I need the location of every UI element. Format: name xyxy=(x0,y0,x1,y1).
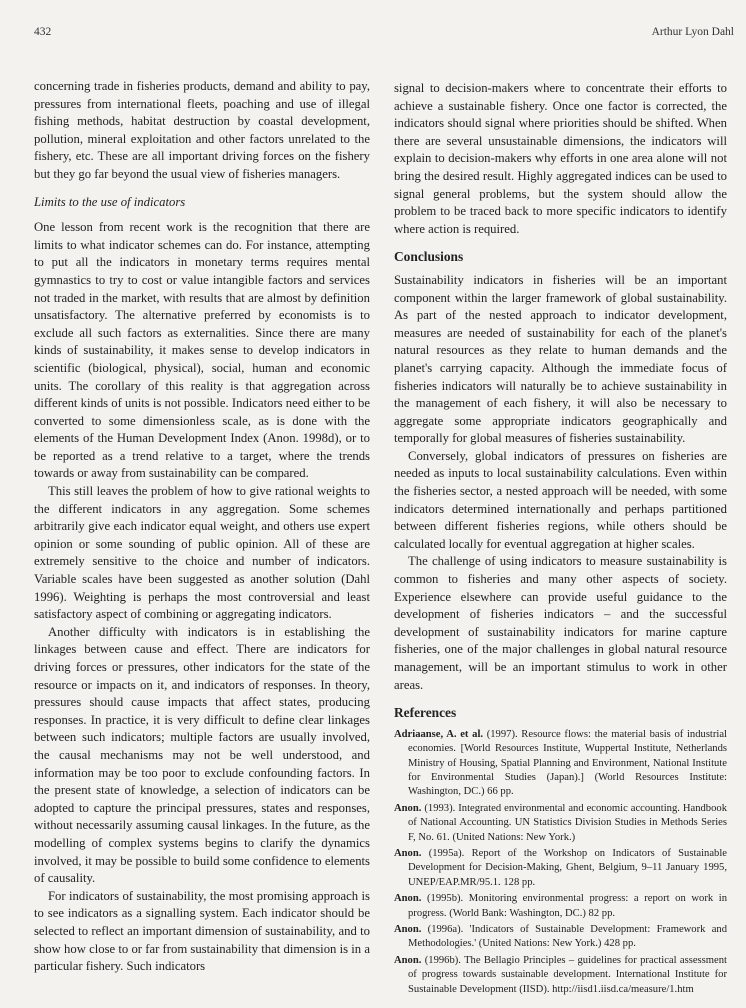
running-header-author: Arthur Lyon Dahl xyxy=(651,26,734,38)
reference-text: (1996b). The Bellagio Principles – guidelines for practical assessment of progress towards sustainable development. International Institute for Sustainable Development (IISD). http://iisd1.iisd.ca/measure/1.htm xyxy=(408,954,727,995)
page-number: 432 xyxy=(34,26,52,38)
reference-item xyxy=(394,802,727,845)
reference-item xyxy=(394,728,727,800)
reference-text: (1996a). 'Indicators of Sustainable Development: Framework and Methodologies.' (United Nations: New York.) 428 pp. xyxy=(408,924,727,950)
reference-author: Anon. xyxy=(394,954,422,966)
paragraph: concerning trade in fisheries products, demand and ability to pay, pressures from international fleets, poaching and use of illegal fishing methods, habitat destruction by coastal development, pollution, mineral exploitation and other factors unrelated to the fishery, etc. These are all important driving forces on the fishery but they go far beyond the usual view of fisheries managers. xyxy=(34,79,370,181)
reference-list xyxy=(394,728,727,997)
paragraph: Conversely, global indicators of pressures on fisheries are needed as inputs to local sustainability calculations. Even within the fisheries sector, a nested approach will be needed, with some indicators determined internationally and perhaps partitioned between different fisheries regions, while others should be calculated locally for eventual aggregation at higher scales. xyxy=(394,448,727,551)
paragraph: The challenge of using indicators to measure sustainability is common to fisheries and many other aspects of society. Experience elsewhere can provide useful guidance to the development of fisheries indicators – and the successful development of sustainability indicators for marine capture fisheries, one of the major challenges in global natural resource management, will be an important stimulus to work in other areas. xyxy=(394,554,727,692)
reference-text: (1995b). Monitoring environmental progress: a report on work in progress. (World Bank: Washington, DC.) 82 pp. xyxy=(408,893,727,919)
reference-author: Anon. xyxy=(394,802,422,814)
paragraph: signal to decision-makers where to concentrate their efforts to achieve a sustainable fishery. Once one factor is corrected, the indicators should signal where priorities should be shifted. When there are several unsustainable dimensions, the indicators will explain to decision-makers why efforts in one area alone will not bring the desired result. Highly aggregated indices can be used to signal general problems, but the system should allow the problem to be traced back to more specific indicators to identify where action is required. xyxy=(394,81,727,236)
section-subheading: Limits to the use of indicators xyxy=(34,194,186,209)
references-heading: References xyxy=(394,705,457,721)
reference-text: (1993). Integrated environmental and economic accounting. Handbook of National Accounting. UN Statistics Division Studies in Methods Series F, No. 61. (United Nations: New York.) xyxy=(408,802,727,843)
reference-item xyxy=(394,892,727,921)
paragraph: For indicators of sustainability, the most promising approach is to see indicators as a signalling system. Each indicator should be selected to reflect an important dimension of sustainability, and to show how close to or far from sustainability that dimension is in a particular fishery. Such indicators xyxy=(34,888,370,974)
reference-text: (1997). Resource flows: the material basis of industrial economies. [World Resources Institute, Wuppertal Institute, Netherlands Ministry of Housing, Spatial Planning and Environment, National Institute for Environmental Studies (Japan).] (World Resources Institute: Washington, DC.) 66 pp. xyxy=(408,728,727,798)
reference-item xyxy=(394,923,727,952)
reference-item xyxy=(394,954,727,997)
right-column xyxy=(394,80,727,999)
paragraph: Sustainability indicators in fisheries will be an important component within the larger framework of global sustainability. As part of the nested approach to indicator development, measures are needed of sustainability for each of the planet's natural resources as they relate to human demands and the planet's carrying capacity. Although the immediate focus of fisheries indicators will naturally be to achieve sustainability in the management of each fishery, it will also be necessary to aggregate some appropriate indicators geographically and temporally for global measures of fisheries sustainability. xyxy=(394,272,727,446)
paragraph: This still leaves the problem of how to give rational weights to the different indicators in any aggregation. Some schemes arbitrarily give each indicator equal weight, and others use expert opinion or some sounding of public opinion. All of these are extremely sensitive to the choice and number of indicators. Variable scales have been suggested as another solution (Dahl 1996). Weighting is perhaps the most controversial and least satisfactory aspect of combining or aggregating indicators. xyxy=(34,484,370,622)
conclusions-heading: Conclusions xyxy=(394,249,464,265)
paragraph: One lesson from recent work is the recognition that there are limits to what indicator schemes can do. For instance, attempting to put all the indicators in monetary terms requires mental gymnastics to try to cost or value intangible factors and services not traded in the market, with results that are almost by definition unsatisfactory. The alternative preferred by economists is to exclude all such factors as externalities. Since there are many kinds of sustainability, it makes sense to develop indicators in scientific (biological, physical), social, human and economic units. The corollary of this reality is that aggregation across different kinds of units is not possible. Indicators need either to be converted to some dimensionless scale, as is done with the elements of the Human Development Index (Anon. 1998d), or to be reported as a trend relative to a target, where the trends towards or away from sustainability can be compared. xyxy=(34,220,370,481)
left-column xyxy=(34,78,370,976)
reference-author: Anon. xyxy=(394,893,422,905)
reference-author: Anon. xyxy=(394,848,422,860)
reference-item xyxy=(394,847,727,890)
reference-author: Adriaanse, A. et al. xyxy=(394,728,484,740)
reference-text: (1995a). Report of the Workshop on Indicators of Sustainable Development for Decision-Making, Ghent, Belgium, 9–11 January 1995, UNEP/EAP.MR/95.1. 128 pp. xyxy=(408,848,727,888)
paragraph: Another difficulty with indicators is in establishing the linkages between cause and effect. There are indicators for driving forces or pressures, other indicators for the state of the resource or impacts on it, and indicators of responses. In theory, pressures should cause impacts that affect states, producing responses. In practice, it is very difficult to define clear linkages between such indicators; multiple factors are usually involved, the causal mechanisms may not be well understood, and information may be too poor to exclude confounding factors. In the present state of knowledge, a selection of indicators can be adopted to capture the principal pressures, states and responses, without necessarily assuming causal linkages. In the future, as the modelling of complex systems begins to clarify the dynamics involved, it may be possible to build some confidence to elements of causality. xyxy=(34,624,370,886)
reference-author: Anon. xyxy=(394,924,422,936)
